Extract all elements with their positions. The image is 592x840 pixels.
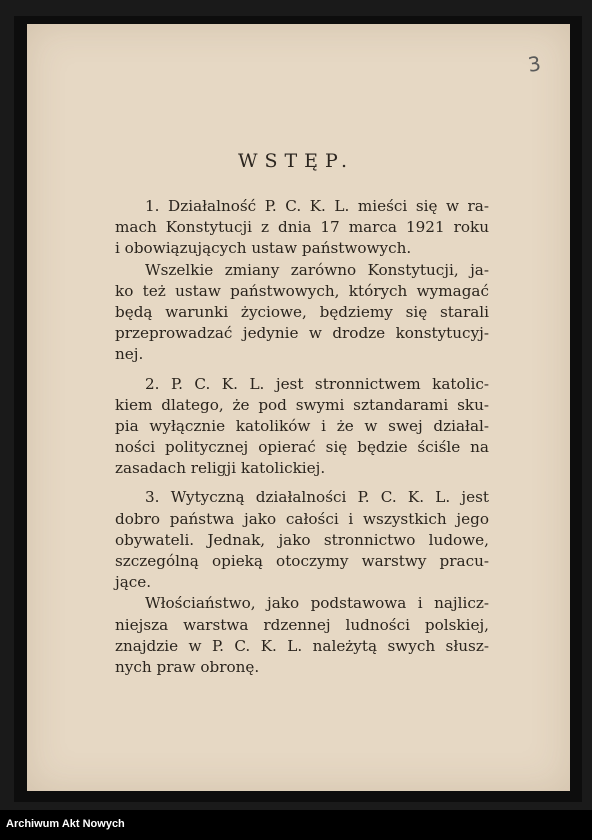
document-title: WSTĘP. — [237, 150, 355, 172]
text-line: kiem dlatego, że pod swymi sztandarami sku- — [115, 395, 489, 414]
text-line: ko też ustaw państwowych, których wymagać — [115, 281, 489, 300]
text-line: nej. — [115, 345, 144, 364]
text-line: obywateli. Jednak, jako stronnictwo ludowe, — [115, 530, 489, 549]
text-line: 3. Wytyczną działalności P. C. K. L. jest — [145, 488, 489, 507]
archive-watermark: Archiwum Akt Nowych — [6, 818, 125, 830]
text-line: zasadach religji katolickiej. — [115, 459, 326, 478]
text-line: nych praw obronę. — [115, 657, 260, 676]
text-line: mach Konstytucji z dnia 17 marca 1921 roku — [115, 218, 489, 237]
text-line: szczególną opieką otoczymy warstwy pracu- — [115, 552, 489, 570]
document-body — [115, 196, 489, 678]
text-line: będą warunki życiowe, będziemy się starali — [115, 302, 489, 321]
handwritten-page-number: 3 — [526, 51, 543, 77]
text-line: 2. P. C. K. L. jest stronnictwem katolic- — [145, 374, 489, 393]
text-line: Włościaństwo, jako podstawowa i najlicz- — [145, 594, 489, 613]
text-line: dobro państwa jako całości i wszystkich jego — [115, 509, 489, 528]
text-line: Wszelkie zmiany zarówno Konstytucji, ja- — [145, 260, 489, 279]
text-line: ności politycznej opierać się będzie ściśle na — [115, 438, 489, 457]
text-line: pia wyłącznie katolików i że w swej działal- — [115, 416, 489, 435]
text-line: przeprowadzać jedynie w drodze konstytucyj- — [115, 324, 489, 343]
text-line: 1. Działalność P. C. K. L. mieści się w ra- — [145, 197, 489, 215]
text-line: niejsza warstwa rdzennej ludności polskiej, — [115, 615, 489, 634]
text-line: i obowiązujących ustaw państwowych. — [115, 239, 412, 258]
text-line: jące. — [115, 573, 152, 592]
text-line: znajdzie w P. C. K. L. należytą swych słusz- — [115, 636, 489, 655]
